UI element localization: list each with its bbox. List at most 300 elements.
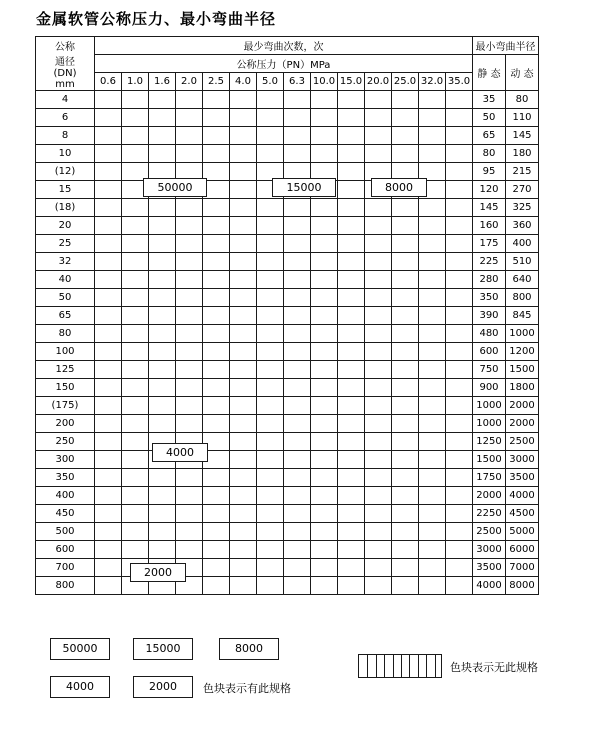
- spec-cell: [365, 577, 392, 595]
- spec-cell: [149, 109, 176, 127]
- row-dn-label: 400: [36, 487, 95, 505]
- spec-cell: [176, 487, 203, 505]
- spec-cell: [284, 271, 311, 289]
- spec-cell: [176, 361, 203, 379]
- spec-cell: [311, 487, 338, 505]
- spec-cell: [365, 325, 392, 343]
- spec-cell: [338, 577, 365, 595]
- spec-cell: [176, 469, 203, 487]
- dynamic-radius-cell: 3000: [506, 451, 539, 469]
- spec-cell: [446, 487, 473, 505]
- table-row: [36, 379, 539, 397]
- spec-cell: [257, 343, 284, 361]
- spec-cell: [122, 361, 149, 379]
- spec-cell: [446, 577, 473, 595]
- spec-cell: [446, 145, 473, 163]
- pn-column-header: 20.0: [365, 73, 392, 91]
- spec-cell: [176, 145, 203, 163]
- pn-column-header: 1.6: [149, 73, 176, 91]
- spec-cell: [284, 289, 311, 307]
- spec-cell: [446, 271, 473, 289]
- row-dn-label: 8: [36, 127, 95, 145]
- spec-cell: [176, 253, 203, 271]
- spec-cell: [176, 91, 203, 109]
- spec-cell: [230, 379, 257, 397]
- static-radius-cell: 160: [473, 217, 506, 235]
- row-dn-label: 250: [36, 433, 95, 451]
- static-radius-cell: 1000: [473, 397, 506, 415]
- spec-cell: [338, 307, 365, 325]
- spec-cell: [95, 253, 122, 271]
- row-dn-label: (12): [36, 163, 95, 181]
- spec-cell: [446, 163, 473, 181]
- spec-cell: [122, 289, 149, 307]
- dynamic-radius-cell: 4000: [506, 487, 539, 505]
- spec-cell: [338, 523, 365, 541]
- spec-cell: [338, 487, 365, 505]
- header-row-3: [36, 73, 539, 91]
- spec-cell: [149, 253, 176, 271]
- spec-cell: [230, 91, 257, 109]
- static-radius-cell: 1750: [473, 469, 506, 487]
- spec-cell: [95, 379, 122, 397]
- spec-cell: [203, 127, 230, 145]
- table-row: [36, 523, 539, 541]
- spec-cell: [122, 145, 149, 163]
- spec-cell: [419, 145, 446, 163]
- spec-cell: [392, 361, 419, 379]
- table-row: [36, 577, 539, 595]
- spec-cell: [257, 397, 284, 415]
- value-callout: 4000: [152, 443, 208, 462]
- spec-cell: [392, 289, 419, 307]
- dynamic-radius-header: 动 态: [506, 55, 539, 91]
- spec-cell: [311, 307, 338, 325]
- row-dn-label: 20: [36, 217, 95, 235]
- spec-cell: [338, 235, 365, 253]
- spec-cell: [419, 379, 446, 397]
- spec-cell: [257, 253, 284, 271]
- spec-cell: [392, 415, 419, 433]
- spec-cell: [311, 343, 338, 361]
- spec-cell: [122, 415, 149, 433]
- spec-cell: [311, 325, 338, 343]
- spec-cell: [230, 505, 257, 523]
- table-row: [36, 307, 539, 325]
- spec-cell: [257, 109, 284, 127]
- spec-cell: [419, 505, 446, 523]
- spec-cell: [230, 433, 257, 451]
- spec-cell: [365, 235, 392, 253]
- legend-color-note: 色块表示有此规格: [203, 682, 291, 695]
- spec-cell: [446, 469, 473, 487]
- spec-cell: [419, 487, 446, 505]
- spec-cell: [176, 325, 203, 343]
- table-row: [36, 415, 539, 433]
- spec-cell: [338, 145, 365, 163]
- spec-cell: [122, 91, 149, 109]
- spec-cell: [392, 217, 419, 235]
- table-row: [36, 451, 539, 469]
- spec-cell: [230, 163, 257, 181]
- spec-cell: [365, 271, 392, 289]
- spec-cell: [176, 127, 203, 145]
- spec-cell: [311, 127, 338, 145]
- row-dn-label: 4: [36, 91, 95, 109]
- spec-cell: [149, 145, 176, 163]
- spec-cell: [176, 541, 203, 559]
- spec-cell: [230, 127, 257, 145]
- row-dn-label: 700: [36, 559, 95, 577]
- table-row: [36, 505, 539, 523]
- spec-cell: [257, 523, 284, 541]
- spec-cell: [257, 271, 284, 289]
- spec-cell: [122, 235, 149, 253]
- static-radius-cell: 390: [473, 307, 506, 325]
- spec-cell: [122, 109, 149, 127]
- static-radius-cell: 4000: [473, 577, 506, 595]
- spec-cell: [446, 199, 473, 217]
- row-dn-label: 600: [36, 541, 95, 559]
- spec-cell: [365, 451, 392, 469]
- spec-cell: [176, 217, 203, 235]
- spec-cell: [176, 235, 203, 253]
- spec-cell: [95, 271, 122, 289]
- spec-cell: [230, 217, 257, 235]
- row-dn-label: 150: [36, 379, 95, 397]
- spec-cell: [95, 433, 122, 451]
- spec-cell: [338, 91, 365, 109]
- value-callout: 50000: [143, 178, 207, 197]
- static-radius-cell: 65: [473, 127, 506, 145]
- spec-cell: [95, 235, 122, 253]
- spec-cell: [230, 451, 257, 469]
- spec-cell: [365, 469, 392, 487]
- spec-cell: [419, 271, 446, 289]
- spec-cell: [446, 361, 473, 379]
- spec-cell: [311, 145, 338, 163]
- spec-cell: [203, 397, 230, 415]
- table-row: [36, 289, 539, 307]
- static-radius-cell: 900: [473, 379, 506, 397]
- spec-cell: [230, 577, 257, 595]
- spec-cell: [419, 199, 446, 217]
- spec-cell: [284, 109, 311, 127]
- spec-cell: [149, 379, 176, 397]
- table-row: [36, 109, 539, 127]
- spec-cell: [203, 541, 230, 559]
- spec-cell: [338, 163, 365, 181]
- pn-column-header: 35.0: [446, 73, 473, 91]
- spec-cell: [419, 433, 446, 451]
- spec-cell: [149, 217, 176, 235]
- spec-cell: [365, 307, 392, 325]
- dynamic-radius-cell: 4500: [506, 505, 539, 523]
- spec-cell: [446, 379, 473, 397]
- spec-cell: [419, 361, 446, 379]
- table-row: [36, 361, 539, 379]
- spec-cell: [338, 109, 365, 127]
- spec-cell: [284, 235, 311, 253]
- spec-cell: [95, 541, 122, 559]
- static-radius-cell: 175: [473, 235, 506, 253]
- spec-cell: [284, 505, 311, 523]
- spec-cell: [122, 217, 149, 235]
- static-radius-cell: 3500: [473, 559, 506, 577]
- spec-cell: [122, 433, 149, 451]
- static-radius-cell: 1000: [473, 415, 506, 433]
- table-row: [36, 91, 539, 109]
- spec-cell: [95, 199, 122, 217]
- header-row-1: [36, 37, 539, 55]
- spec-cell: [392, 307, 419, 325]
- spec-cell: [257, 451, 284, 469]
- spec-cell: [446, 253, 473, 271]
- spec-cell: [284, 91, 311, 109]
- spec-cell: [419, 289, 446, 307]
- spec-cell: [365, 559, 392, 577]
- spec-cell: [203, 289, 230, 307]
- spec-cell: [95, 145, 122, 163]
- spec-cell: [257, 559, 284, 577]
- row-dn-label: 15: [36, 181, 95, 199]
- static-radius-cell: 3000: [473, 541, 506, 559]
- spec-cell: [446, 325, 473, 343]
- spec-cell: [338, 289, 365, 307]
- spec-cell: [311, 505, 338, 523]
- spec-cell: [122, 271, 149, 289]
- dynamic-radius-cell: 3500: [506, 469, 539, 487]
- spec-cell: [149, 469, 176, 487]
- static-radius-cell: 750: [473, 361, 506, 379]
- spec-cell: [365, 379, 392, 397]
- legend-item-4000: 4000: [50, 676, 110, 698]
- swatch-divider: [435, 655, 436, 677]
- spec-cell: [446, 343, 473, 361]
- swatch-divider: [426, 655, 427, 677]
- spec-cell: [203, 253, 230, 271]
- swatch-divider: [367, 655, 368, 677]
- spec-cell: [446, 109, 473, 127]
- dn-line-4: mm: [55, 78, 75, 90]
- spec-cell: [392, 271, 419, 289]
- dynamic-radius-cell: 215: [506, 163, 539, 181]
- spec-cell: [257, 469, 284, 487]
- spec-cell: [284, 541, 311, 559]
- spec-cell: [392, 505, 419, 523]
- static-radius-cell: 35: [473, 91, 506, 109]
- static-radius-cell: 280: [473, 271, 506, 289]
- spec-cell: [338, 415, 365, 433]
- row-dn-label: 50: [36, 289, 95, 307]
- spec-cell: [446, 127, 473, 145]
- row-dn-label: 25: [36, 235, 95, 253]
- swatch-divider: [393, 655, 394, 677]
- spec-cell: [284, 397, 311, 415]
- dynamic-radius-cell: 640: [506, 271, 539, 289]
- page-title: 金属软管公称压力、最小弯曲半径: [36, 10, 277, 28]
- static-radius-cell: 225: [473, 253, 506, 271]
- dynamic-radius-cell: 180: [506, 145, 539, 163]
- spec-cell: [95, 343, 122, 361]
- spec-cell: [446, 217, 473, 235]
- static-radius-cell: 2000: [473, 487, 506, 505]
- spec-cell: [122, 379, 149, 397]
- spec-cell: [392, 253, 419, 271]
- spec-cell: [419, 577, 446, 595]
- spec-cell: [203, 505, 230, 523]
- dynamic-radius-cell: 1800: [506, 379, 539, 397]
- spec-cell: [365, 541, 392, 559]
- spec-cell: [230, 523, 257, 541]
- row-dn-label: 125: [36, 361, 95, 379]
- spec-cell: [284, 199, 311, 217]
- spec-cell: [176, 343, 203, 361]
- spec-cell: [392, 199, 419, 217]
- spec-cell: [311, 577, 338, 595]
- row-dn-label: 800: [36, 577, 95, 595]
- spec-cell: [230, 199, 257, 217]
- spec-cell: [230, 289, 257, 307]
- spec-cell: [392, 559, 419, 577]
- spec-cell: [122, 307, 149, 325]
- spec-cell: [392, 397, 419, 415]
- table-row: [36, 559, 539, 577]
- spec-cell: [257, 235, 284, 253]
- spec-cell: [311, 91, 338, 109]
- spec-cell: [230, 253, 257, 271]
- legend-blank-swatch: [358, 654, 442, 678]
- spec-cell: [230, 559, 257, 577]
- spec-cell: [95, 361, 122, 379]
- dynamic-radius-cell: 360: [506, 217, 539, 235]
- spec-cell: [95, 127, 122, 145]
- spec-cell: [122, 523, 149, 541]
- spec-cell: [311, 271, 338, 289]
- spec-cell: [419, 307, 446, 325]
- spec-cell: [338, 217, 365, 235]
- spec-cell: [95, 397, 122, 415]
- spec-cell: [203, 109, 230, 127]
- dynamic-radius-cell: 2500: [506, 433, 539, 451]
- spec-cell: [338, 325, 365, 343]
- legend-item-15000: 15000: [133, 638, 193, 660]
- dynamic-radius-cell: 2000: [506, 397, 539, 415]
- spec-cell: [284, 415, 311, 433]
- dynamic-radius-cell: 400: [506, 235, 539, 253]
- spec-cell: [203, 469, 230, 487]
- spec-cell: [203, 577, 230, 595]
- spec-cell: [338, 253, 365, 271]
- table-body: [36, 91, 539, 595]
- legend-item-2000: 2000: [133, 676, 193, 698]
- spec-cell: [365, 145, 392, 163]
- spec-cell: [122, 325, 149, 343]
- legend: [0, 630, 600, 720]
- pn-column-header: 1.0: [122, 73, 149, 91]
- spec-cell: [230, 145, 257, 163]
- spec-cell: [311, 217, 338, 235]
- spec-cell: [257, 379, 284, 397]
- legend-blank-note: 色块表示无此规格: [450, 661, 538, 674]
- spec-cell: [284, 559, 311, 577]
- spec-cell: [230, 541, 257, 559]
- spec-cell: [419, 415, 446, 433]
- spec-cell: [311, 109, 338, 127]
- spec-cell: [176, 379, 203, 397]
- pn-column-header: 0.6: [95, 73, 122, 91]
- spec-cell: [230, 469, 257, 487]
- swatch-divider: [418, 655, 419, 677]
- spec-cell: [311, 253, 338, 271]
- spec-cell: [95, 523, 122, 541]
- static-radius-cell: 2250: [473, 505, 506, 523]
- spec-cell: [284, 487, 311, 505]
- spec-cell: [149, 271, 176, 289]
- spec-cell: [365, 127, 392, 145]
- spec-cell: [338, 379, 365, 397]
- spec-cell: [176, 397, 203, 415]
- table-row: [36, 127, 539, 145]
- spec-cell: [230, 415, 257, 433]
- table-row: [36, 343, 539, 361]
- spec-cell: [176, 289, 203, 307]
- spec-cell: [176, 199, 203, 217]
- spec-cell: [203, 343, 230, 361]
- spec-cell: [95, 181, 122, 199]
- dynamic-radius-cell: 845: [506, 307, 539, 325]
- spec-cell: [176, 523, 203, 541]
- spec-cell: [122, 127, 149, 145]
- spec-cell: [203, 325, 230, 343]
- spec-cell: [419, 343, 446, 361]
- row-dn-label: 350: [36, 469, 95, 487]
- spec-cell: [230, 397, 257, 415]
- spec-cell: [149, 127, 176, 145]
- pn-column-header: 10.0: [311, 73, 338, 91]
- spec-cell: [392, 577, 419, 595]
- spec-cell: [338, 433, 365, 451]
- spec-cell: [122, 469, 149, 487]
- row-dn-label: 32: [36, 253, 95, 271]
- spec-cell: [392, 379, 419, 397]
- spec-cell: [446, 181, 473, 199]
- row-dn-label: 450: [36, 505, 95, 523]
- spec-cell: [419, 217, 446, 235]
- dynamic-radius-cell: 5000: [506, 523, 539, 541]
- spec-cell: [257, 541, 284, 559]
- spec-cell: [230, 181, 257, 199]
- spec-cell: [392, 487, 419, 505]
- spec-cell: [446, 397, 473, 415]
- spec-cell: [122, 199, 149, 217]
- spec-cell: [203, 415, 230, 433]
- value-callout: 2000: [130, 563, 186, 582]
- spec-cell: [176, 307, 203, 325]
- spec-cell: [311, 469, 338, 487]
- static-radius-cell: 1500: [473, 451, 506, 469]
- swatch-divider: [384, 655, 385, 677]
- dynamic-radius-cell: 510: [506, 253, 539, 271]
- dynamic-radius-cell: 1200: [506, 343, 539, 361]
- spec-cell: [203, 559, 230, 577]
- spec-cell: [257, 145, 284, 163]
- spec-cell: [95, 289, 122, 307]
- table-row: [36, 433, 539, 451]
- spec-cell: [446, 541, 473, 559]
- dynamic-radius-cell: 110: [506, 109, 539, 127]
- spec-cell: [230, 235, 257, 253]
